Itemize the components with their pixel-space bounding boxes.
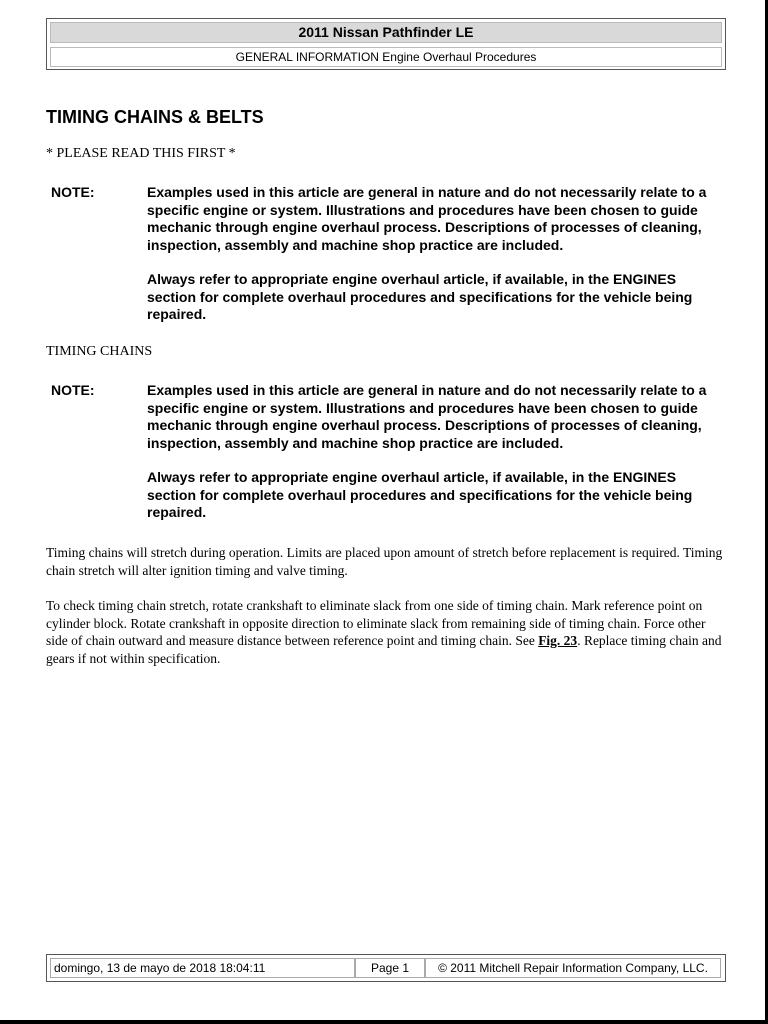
- note-body: [147, 382, 727, 539]
- article-title: TIMING CHAINS & BELTS: [46, 107, 264, 127]
- note-paragraph: Always refer to appropriate engine overhaul article, if available, in the ENGINES section for complete overhaul procedures and specifications for the vehicle being repaired.: [147, 469, 693, 520]
- body-paragraph: Timing chains will stretch during operation. Limits are placed upon amount of stretch before replacement is required. Timing chain stretch will alter ignition timing and valve timing.: [46, 545, 723, 578]
- body-paragraph: [46, 597, 730, 667]
- note-paragraph: Examples used in this article are general in nature and do not necessarily relate to a specific engine or system. Illustrations and procedures have been chosen to guide mechanic through engine overhaul process. Descriptions of processes of cleaning, inspection, assembly and machine shop practice are included.: [147, 382, 707, 451]
- note-label: NOTE:: [51, 184, 95, 200]
- footer-copyright: © 2011 Mitchell Repair Information Company, LLC.: [425, 958, 721, 978]
- note-label: NOTE:: [51, 382, 95, 398]
- section-subtitle: GENERAL INFORMATION Engine Overhaul Procedures: [50, 47, 722, 67]
- note-body: [147, 184, 727, 341]
- figure-link[interactable]: Fig. 23: [538, 633, 578, 648]
- read-first-notice: * PLEASE READ THIS FIRST *: [46, 146, 236, 161]
- paragraph-text: To check timing chain stretch, rotate crankshaft to eliminate slack from one side of timing chain. Mark reference point on cylinder block. Rotate crankshaft in opposite direction to eliminate slack from remaining side of timing chain. Force other side of chain outward and measure distance between reference point and timing chain. See: [46, 598, 706, 648]
- vehicle-title: 2011 Nissan Pathfinder LE: [50, 22, 722, 43]
- page-footer: [46, 954, 726, 982]
- note-paragraph: Examples used in this article are general in nature and do not necessarily relate to a specific engine or system. Illustrations and procedures have been chosen to guide mechanic through engine overhaul process. Descriptions of processes of cleaning, inspection, assembly and machine shop practice are included.: [147, 184, 707, 253]
- footer-date: domingo, 13 de mayo de 2018 18:04:11: [50, 958, 355, 978]
- paragraph-text: . Replace timing chain and gears if not within specification.: [46, 633, 722, 666]
- page-header: [46, 18, 726, 70]
- footer-page-number: Page 1: [355, 958, 425, 978]
- note-paragraph: Always refer to appropriate engine overhaul article, if available, in the ENGINES section for complete overhaul procedures and specifications for the vehicle being repaired.: [147, 271, 693, 322]
- section-heading: TIMING CHAINS: [46, 344, 153, 359]
